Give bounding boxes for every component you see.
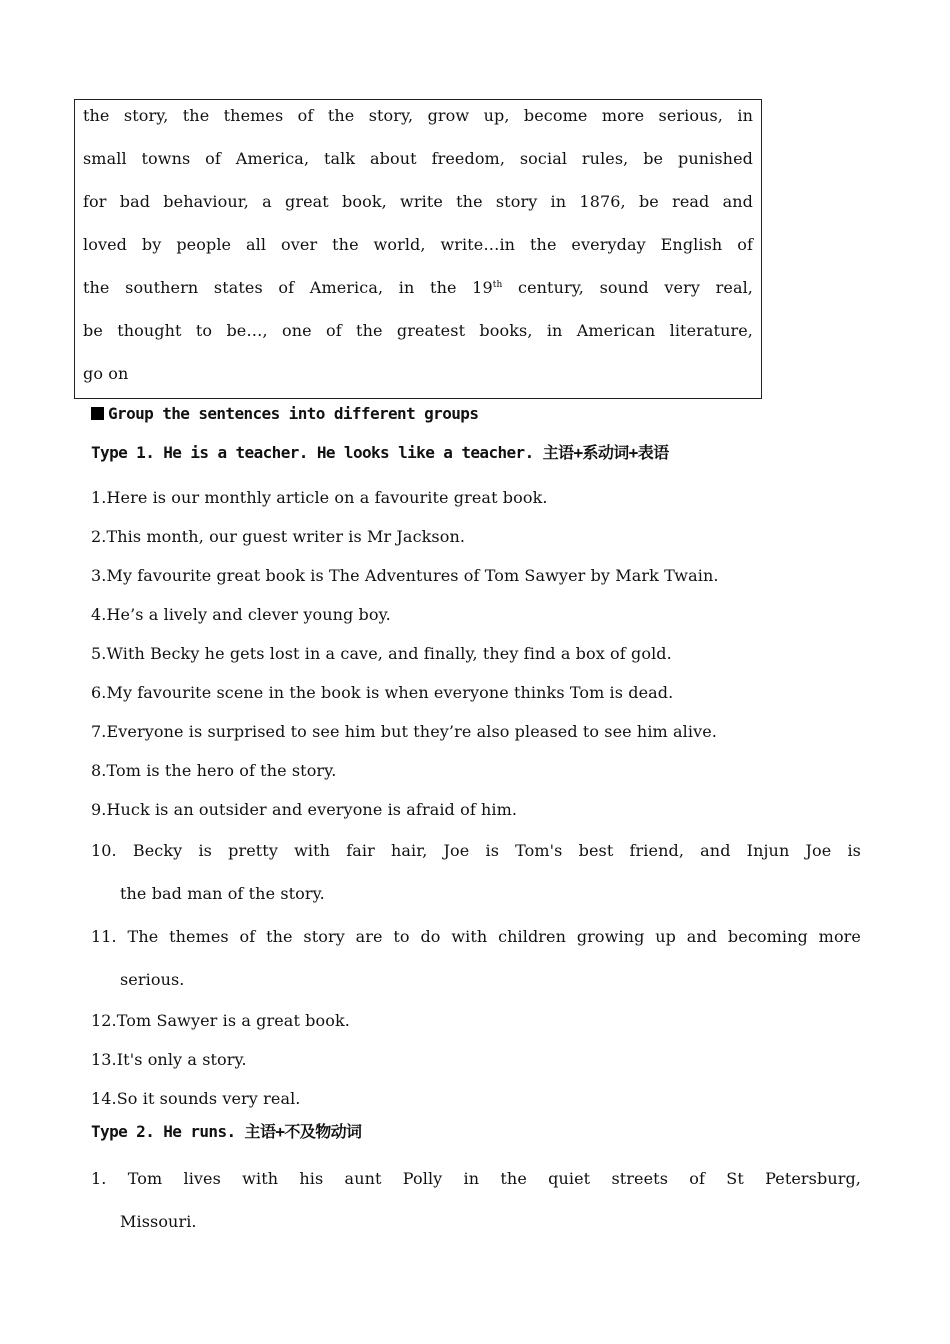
list-item (91, 478, 861, 517)
list-item (91, 751, 861, 790)
list-item (91, 1079, 861, 1118)
item-text: My favourite scene in the book is when everyone thinks Tom is dead. (106, 683, 674, 702)
phrase-box (74, 99, 762, 399)
list-item (91, 517, 861, 556)
phrase-text: the southern states of America, in the 19 (83, 278, 493, 297)
type1-heading: Type 1. He is a teacher. He looks like a teacher. 主语+系动词+表语 (91, 443, 669, 462)
item-number: 2. (91, 527, 107, 546)
item-text: With Becky he gets lost in a cave, and finally, they find a box of gold. (106, 644, 672, 663)
item-number: 8. (91, 761, 107, 780)
ordinal-superscript: th (492, 280, 503, 290)
item-text: Here is our monthly article on a favourite great book. (106, 488, 548, 507)
phrase-line: small towns of America, talk about freedom, social rules, be punished (83, 149, 753, 168)
phrase-line: be thought to be…, one of the greatest books, in American literature, (83, 321, 753, 340)
item-text: Tom Sawyer is a great book. (116, 1011, 350, 1030)
section-heading (91, 400, 861, 439)
exercise-content (91, 400, 861, 1243)
item-text: It's only a story. (116, 1050, 247, 1069)
list-item (91, 634, 861, 673)
item-number: 1. (91, 488, 107, 507)
list-item (91, 1001, 861, 1040)
list-item (91, 556, 861, 595)
list-item (91, 1040, 861, 1079)
item-text: He’s a lively and clever young boy. (106, 605, 391, 624)
item-text: Tom is the hero of the story. (106, 761, 337, 780)
phrase-line: for bad behaviour, a great book, write the story in 1876, be read and (83, 192, 753, 211)
phrase-text: century, sound very real, (502, 278, 753, 297)
item-line: 11. The themes of the story are to do with children growing up and becoming more (91, 927, 861, 946)
list-item (91, 915, 861, 1001)
item-number: 7. (91, 722, 107, 741)
list-item (91, 790, 861, 829)
item-number: 6. (91, 683, 107, 702)
item-text: This month, our guest writer is Mr Jackson. (106, 527, 466, 546)
list-item (91, 1157, 861, 1243)
list-item (91, 829, 861, 915)
phrase-line: the story, the themes of the story, grow up, become more serious, in (83, 106, 753, 125)
item-number: 12. (91, 1011, 117, 1030)
phrase-line (83, 272, 753, 315)
phrase-line: loved by people all over the world, write…in the everyday English of (83, 235, 753, 254)
item-line: 1. Tom lives with his aunt Polly in the quiet streets of St Petersburg, (91, 1169, 861, 1188)
square-bullet-icon (91, 407, 104, 420)
item-number: 14. (91, 1089, 117, 1108)
type2-heading: Type 2. He runs. 主语+不及物动词 (91, 1122, 362, 1141)
item-number: 5. (91, 644, 107, 663)
item-line: Missouri. (120, 1212, 197, 1231)
item-text: Huck is an outsider and everyone is afraid of him. (106, 800, 518, 819)
item-text: So it sounds very real. (116, 1089, 301, 1108)
list-item (91, 712, 861, 751)
item-number: 3. (91, 566, 107, 585)
list-item (91, 673, 861, 712)
item-number: 9. (91, 800, 107, 819)
item-line: serious. (120, 970, 185, 989)
phrase-line: go on (83, 364, 129, 383)
item-number: 4. (91, 605, 107, 624)
item-text: My favourite great book is The Adventures of Tom Sawyer by Mark Twain. (106, 566, 719, 585)
item-text: Everyone is surprised to see him but they’re also pleased to see him alive. (106, 722, 717, 741)
item-number: 13. (91, 1050, 117, 1069)
section-heading-text: Group the sentences into different groups (108, 404, 479, 423)
item-line: the bad man of the story. (120, 884, 325, 903)
list-item (91, 595, 861, 634)
item-line: 10. Becky is pretty with fair hair, Joe is Tom's best friend, and Injun Joe is (91, 841, 861, 860)
